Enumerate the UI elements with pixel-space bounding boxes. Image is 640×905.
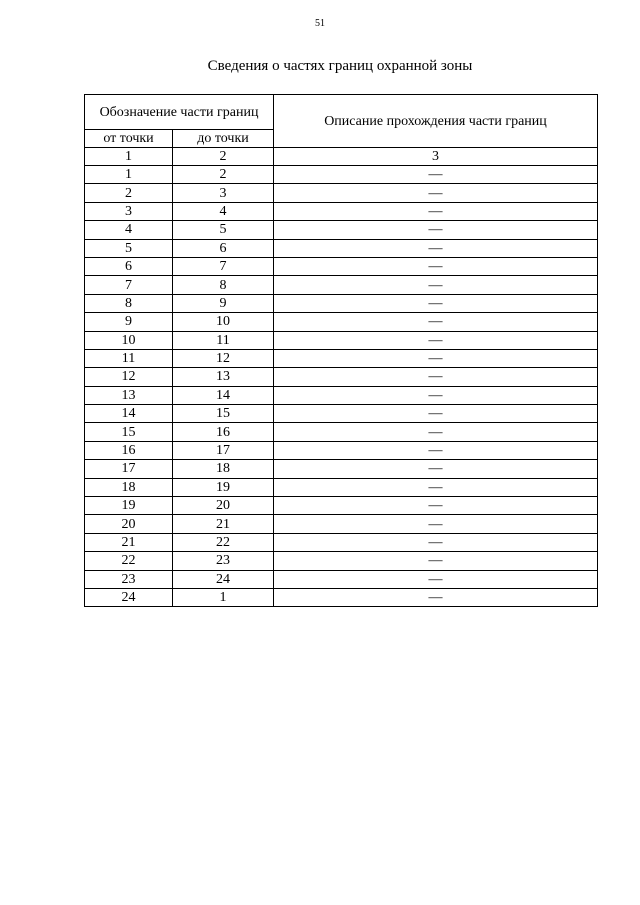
column-number: 3	[274, 148, 598, 166]
from-point-cell: 20	[85, 515, 173, 533]
table-row	[85, 221, 598, 239]
description-cell: —	[274, 588, 598, 606]
table-row	[85, 331, 598, 349]
from-point-cell: 17	[85, 460, 173, 478]
to-point-cell: 6	[173, 239, 274, 257]
from-point-cell: 15	[85, 423, 173, 441]
description-cell: —	[274, 552, 598, 570]
description-cell: —	[274, 166, 598, 184]
to-point-cell: 18	[173, 460, 274, 478]
boundary-description-header: Описание прохождения части границ	[274, 95, 598, 148]
to-point-cell: 17	[173, 441, 274, 459]
column-number: 1	[85, 148, 173, 166]
from-point-cell: 6	[85, 257, 173, 275]
from-point-cell: 19	[85, 497, 173, 515]
to-point-cell: 16	[173, 423, 274, 441]
table-row	[85, 515, 598, 533]
description-cell: —	[274, 221, 598, 239]
table-row	[85, 405, 598, 423]
to-point-cell: 1	[173, 588, 274, 606]
table-body	[85, 166, 598, 607]
from-point-cell: 16	[85, 441, 173, 459]
from-point-cell: 8	[85, 294, 173, 312]
from-point-cell: 18	[85, 478, 173, 496]
from-point-cell: 11	[85, 349, 173, 367]
description-cell: —	[274, 460, 598, 478]
from-point-header: от точки	[85, 130, 173, 148]
from-point-cell: 12	[85, 368, 173, 386]
table-row	[85, 552, 598, 570]
from-point-cell: 23	[85, 570, 173, 588]
from-point-cell: 4	[85, 221, 173, 239]
description-cell: —	[274, 313, 598, 331]
description-cell: —	[274, 331, 598, 349]
from-point-cell: 24	[85, 588, 173, 606]
table-row	[85, 166, 598, 184]
description-cell: —	[274, 497, 598, 515]
table-row	[85, 478, 598, 496]
table-row	[85, 349, 598, 367]
from-point-cell: 2	[85, 184, 173, 202]
from-point-cell: 13	[85, 386, 173, 404]
description-cell: —	[274, 276, 598, 294]
table-row	[85, 276, 598, 294]
description-cell: —	[274, 349, 598, 367]
from-point-cell: 21	[85, 533, 173, 551]
to-point-cell: 9	[173, 294, 274, 312]
description-cell: —	[274, 257, 598, 275]
from-point-cell: 3	[85, 202, 173, 220]
page-number: 51	[315, 18, 325, 29]
to-point-cell: 14	[173, 386, 274, 404]
description-cell: —	[274, 202, 598, 220]
boundary-designation-header: Обозначение части границ	[85, 95, 274, 130]
description-cell: —	[274, 478, 598, 496]
to-point-cell: 3	[173, 184, 274, 202]
from-point-cell: 22	[85, 552, 173, 570]
to-point-cell: 4	[173, 202, 274, 220]
description-cell: —	[274, 184, 598, 202]
to-point-cell: 20	[173, 497, 274, 515]
description-cell: —	[274, 239, 598, 257]
table-row	[85, 497, 598, 515]
to-point-cell: 23	[173, 552, 274, 570]
table-row	[85, 423, 598, 441]
to-point-cell: 13	[173, 368, 274, 386]
from-point-cell: 1	[85, 166, 173, 184]
to-point-header: до точки	[173, 130, 274, 148]
table-row	[85, 441, 598, 459]
table-row	[85, 313, 598, 331]
table-row	[85, 570, 598, 588]
to-point-cell: 7	[173, 257, 274, 275]
from-point-cell: 7	[85, 276, 173, 294]
to-point-cell: 19	[173, 478, 274, 496]
table-row	[85, 257, 598, 275]
table-row	[85, 202, 598, 220]
to-point-cell: 22	[173, 533, 274, 551]
from-point-cell: 5	[85, 239, 173, 257]
table-row	[85, 533, 598, 551]
description-cell: —	[274, 570, 598, 588]
to-point-cell: 15	[173, 405, 274, 423]
table-row	[85, 184, 598, 202]
from-point-cell: 10	[85, 331, 173, 349]
table-row	[85, 294, 598, 312]
table-row	[85, 386, 598, 404]
to-point-cell: 11	[173, 331, 274, 349]
description-cell: —	[274, 423, 598, 441]
description-cell: —	[274, 368, 598, 386]
to-point-cell: 2	[173, 166, 274, 184]
boundary-parts-table	[84, 94, 598, 607]
to-point-cell: 24	[173, 570, 274, 588]
column-number: 2	[173, 148, 274, 166]
table-row	[85, 239, 598, 257]
description-cell: —	[274, 533, 598, 551]
to-point-cell: 5	[173, 221, 274, 239]
description-cell: —	[274, 441, 598, 459]
to-point-cell: 12	[173, 349, 274, 367]
description-cell: —	[274, 294, 598, 312]
to-point-cell: 8	[173, 276, 274, 294]
table-row	[85, 368, 598, 386]
description-cell: —	[274, 405, 598, 423]
from-point-cell: 9	[85, 313, 173, 331]
to-point-cell: 10	[173, 313, 274, 331]
table-row	[85, 588, 598, 606]
description-cell: —	[274, 515, 598, 533]
document-title: Сведения о частях границ охранной зоны	[207, 58, 473, 74]
table-row	[85, 460, 598, 478]
from-point-cell: 14	[85, 405, 173, 423]
description-cell: —	[274, 386, 598, 404]
to-point-cell: 21	[173, 515, 274, 533]
